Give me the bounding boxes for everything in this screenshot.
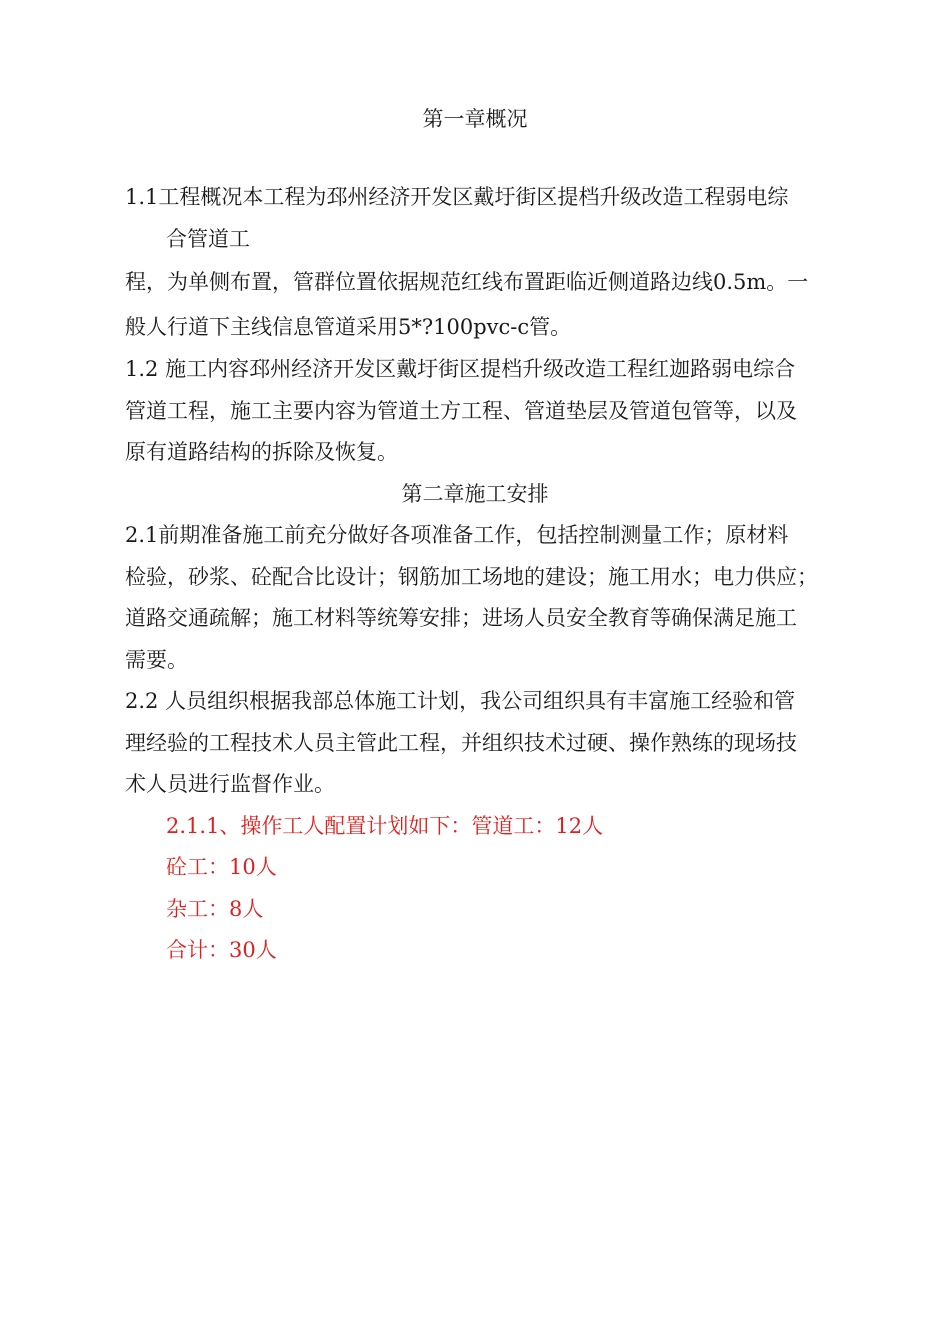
paragraph-line: 术人员进行监督作业。 xyxy=(125,772,335,796)
staffing-plan-line: 杂工：8人 xyxy=(166,897,264,921)
paragraph-line: 程，为单侧布置，管群位置依据规范红线布置距临近侧道路边线0.5m。一 xyxy=(125,270,809,294)
paragraph-line: 理经验的工程技术人员主管此工程，并组织技术过硬、操作熟练的现场技 xyxy=(125,731,797,755)
paragraph-line: 道路交通疏解；施工材料等统筹安排；进场人员安全教育等确保满足施工 xyxy=(125,606,797,630)
paragraph-line: 1.1工程概况本工程为邳州经济开发区戴圩街区提档升级改造工程弱电综 xyxy=(125,185,789,209)
paragraph-line: 2.1前期准备施工前充分做好各项准备工作，包括控制测量工作；原材料 xyxy=(125,523,789,547)
paragraph-line: 检验，砂浆、砼配合比设计；钢筋加工场地的建设；施工用水；电力供应； xyxy=(125,565,818,589)
paragraph-line: 般人行道下主线信息管道采用5*?100pvc-c管。 xyxy=(125,315,572,339)
staffing-total-line: 合计：30人 xyxy=(166,938,277,962)
chapter-2-title: 第二章施工安排 xyxy=(401,482,549,506)
paragraph-line: 管道工程，施工主要内容为管道土方工程、管道垫层及管道包管等，以及 xyxy=(125,399,797,423)
paragraph-line: 2.2 人员组织根据我部总体施工计划，我公司组织具有丰富施工经验和管 xyxy=(125,689,796,713)
staffing-plan-line: 2.1.1、操作工人配置计划如下：管道工：12人 xyxy=(166,814,604,838)
staffing-plan-line: 砼工：10人 xyxy=(166,855,277,879)
paragraph-line: 需要。 xyxy=(125,648,188,672)
chapter-1-title: 第一章概况 xyxy=(422,107,528,131)
paragraph-line: 1.2 施工内容邳州经济开发区戴圩街区提档升级改造工程红迦路弱电综合 xyxy=(125,357,796,381)
paragraph-line: 原有道路结构的拆除及恢复。 xyxy=(125,440,398,464)
paragraph-line: 合管道工 xyxy=(166,227,250,251)
